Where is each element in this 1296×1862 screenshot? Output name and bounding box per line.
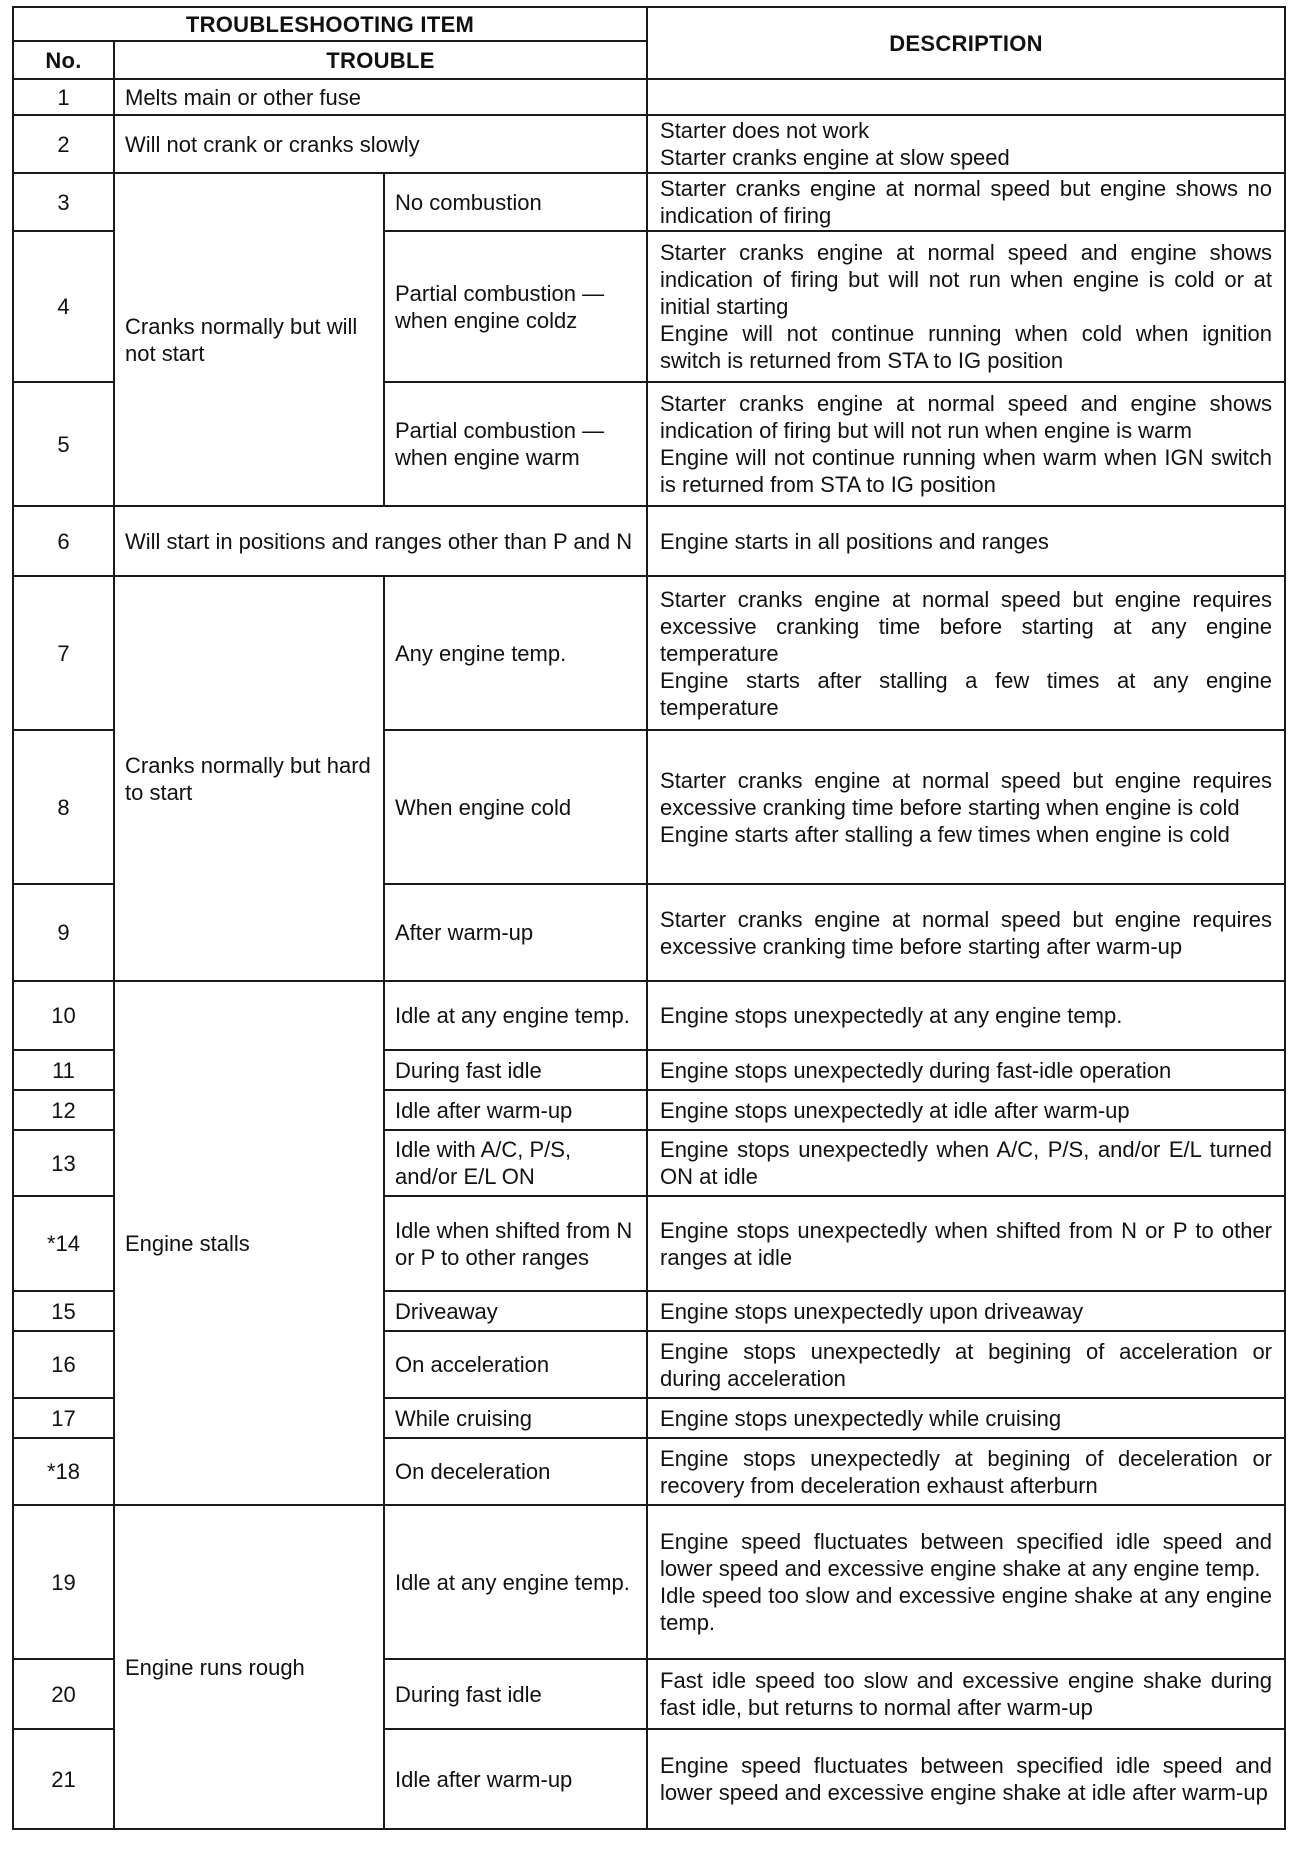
row-number: 15 — [13, 1291, 114, 1331]
subtrouble-cell: Driveaway — [384, 1291, 647, 1331]
row-number: 3 — [13, 173, 114, 231]
row-number: *18 — [13, 1438, 114, 1505]
description-cell: Engine stops unexpectedly when shifted from N or P to other ranges at idle — [647, 1196, 1285, 1291]
row-number: 2 — [13, 115, 114, 173]
table-row — [13, 79, 1285, 115]
row-number: 6 — [13, 506, 114, 576]
subtrouble-cell: When engine cold — [384, 730, 647, 884]
description-cell: Engine stops unexpectedly at any engine temp. — [647, 981, 1285, 1050]
description-cell: Starter does not work Starter cranks engine at slow speed — [647, 115, 1285, 173]
trouble-cell: Melts main or other fuse — [114, 79, 647, 115]
subtrouble-cell: During fast idle — [384, 1050, 647, 1090]
subtrouble-cell: After warm-up — [384, 884, 647, 981]
trouble-cell: Will not crank or cranks slowly — [114, 115, 647, 173]
description-cell: Engine stops unexpectedly at begining of deceleration or recovery from deceleration exhaust afterburn — [647, 1438, 1285, 1505]
subtrouble-cell: While cruising — [384, 1398, 647, 1438]
trouble-group-cell: Cranks normally but hard to start — [114, 576, 384, 981]
table-row — [13, 576, 1285, 730]
description-cell: Engine speed fluctuates between specified idle speed and lower speed and excessive engine shake at any engine temp. Idle speed too slow and excessive engine shake at any engine temp. — [647, 1505, 1285, 1659]
table-row — [13, 1505, 1285, 1659]
subtrouble-cell: Partial combustion —when engine coldz — [384, 231, 647, 382]
description-cell: Engine starts in all positions and ranges — [647, 506, 1285, 576]
row-number: 1 — [13, 79, 114, 115]
description-cell: Engine stops unexpectedly at idle after warm-up — [647, 1090, 1285, 1130]
trouble-group-cell: Cranks normally but will not start — [114, 173, 384, 506]
row-number: 7 — [13, 576, 114, 730]
description-cell: Engine stops unexpectedly when A/C, P/S, and/or E/L turned ON at idle — [647, 1130, 1285, 1196]
description-cell — [647, 79, 1285, 115]
row-number: 8 — [13, 730, 114, 884]
troubleshooting-page — [12, 6, 1284, 1830]
description-cell: Starter cranks engine at normal speed but engine requires excessive cranking time before starting at any engine temperature Engine starts after stalling a few times at any engine temperature — [647, 576, 1285, 730]
row-number: 12 — [13, 1090, 114, 1130]
subtrouble-cell: Idle when shifted from N or P to other ranges — [384, 1196, 647, 1291]
subtrouble-cell: Idle at any engine temp. — [384, 981, 647, 1050]
row-number: 5 — [13, 382, 114, 506]
row-number: 20 — [13, 1659, 114, 1729]
row-number: 10 — [13, 981, 114, 1050]
row-number: 17 — [13, 1398, 114, 1438]
description-header: DESCRIPTION — [647, 7, 1285, 79]
subtrouble-cell: Idle at any engine temp. — [384, 1505, 647, 1659]
description-cell: Engine stops unexpectedly at begining of acceleration or during acceleration — [647, 1331, 1285, 1398]
troubleshooting-item-header: TROUBLESHOOTING ITEM — [13, 7, 647, 41]
row-number: 11 — [13, 1050, 114, 1090]
table-row — [13, 115, 1285, 173]
troubleshooting-table — [12, 6, 1286, 1830]
description-cell: Starter cranks engine at normal speed but engine requires excessive cranking time before starting when engine is cold Engine starts after stalling a few times when engine is cold — [647, 730, 1285, 884]
description-cell: Fast idle speed too slow and excessive engine shake during fast idle, but returns to normal after warm-up — [647, 1659, 1285, 1729]
row-number: 21 — [13, 1729, 114, 1829]
row-number: 16 — [13, 1331, 114, 1398]
description-cell: Engine stops unexpectedly upon driveaway — [647, 1291, 1285, 1331]
row-number: *14 — [13, 1196, 114, 1291]
trouble-group-cell: Engine runs rough — [114, 1505, 384, 1829]
table-row — [13, 981, 1285, 1050]
description-cell: Starter cranks engine at normal speed and engine shows indication of firing but will not run when engine is cold or at initial starting Engine will not continue running when cold when ignition switch is returned from STA to IG position — [647, 231, 1285, 382]
row-number: 9 — [13, 884, 114, 981]
description-cell: Starter cranks engine at normal speed but engine requires excessive cranking time before starting after warm-up — [647, 884, 1285, 981]
row-number: 13 — [13, 1130, 114, 1196]
subtrouble-cell: Idle with A/C, P/S, and/or E/L ON — [384, 1130, 647, 1196]
subtrouble-cell: Idle after warm-up — [384, 1729, 647, 1829]
trouble-group-cell: Engine stalls — [114, 981, 384, 1505]
subtrouble-cell: During fast idle — [384, 1659, 647, 1729]
description-cell: Engine stops unexpectedly during fast-idle operation — [647, 1050, 1285, 1090]
trouble-cell: Will start in positions and ranges other than P and N — [114, 506, 647, 576]
description-cell: Starter cranks engine at normal speed and engine shows indication of firing but will not run when engine is warm Engine will not continue running when warm when IGN switch is returned from STA to IG position — [647, 382, 1285, 506]
subtrouble-cell: On deceleration — [384, 1438, 647, 1505]
subtrouble-cell: Idle after warm-up — [384, 1090, 647, 1130]
table-row — [13, 506, 1285, 576]
subtrouble-cell: Partial combustion —when engine warm — [384, 382, 647, 506]
description-cell: Engine speed fluctuates between specified idle speed and lower speed and excessive engine shake at idle after warm-up — [647, 1729, 1285, 1829]
row-number: 19 — [13, 1505, 114, 1659]
subtrouble-cell: Any engine temp. — [384, 576, 647, 730]
table-row — [13, 173, 1285, 231]
subtrouble-cell: On acceleration — [384, 1331, 647, 1398]
subtrouble-cell: No combustion — [384, 173, 647, 231]
trouble-header: TROUBLE — [114, 41, 647, 79]
description-cell: Engine stops unexpectedly while cruising — [647, 1398, 1285, 1438]
description-cell: Starter cranks engine at normal speed but engine shows no indication of firing — [647, 173, 1285, 231]
row-number: 4 — [13, 231, 114, 382]
no-header: No. — [13, 41, 114, 79]
